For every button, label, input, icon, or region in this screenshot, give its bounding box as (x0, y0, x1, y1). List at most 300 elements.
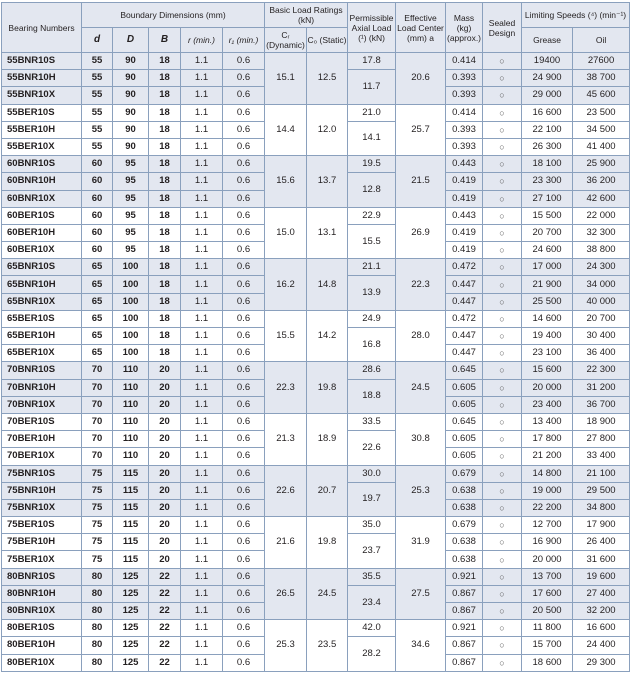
cell-d: 70 (82, 431, 113, 448)
cell-B: 20 (149, 499, 181, 516)
cell-grease: 15 600 (522, 362, 573, 379)
cell-r: 1.1 (181, 293, 223, 310)
cell-D: 95 (113, 207, 149, 224)
cell-B: 18 (149, 121, 181, 138)
cell-bearing-number: 65BER10X (2, 345, 82, 362)
cell-D: 110 (113, 396, 149, 413)
cell-co: 24.5 (307, 568, 348, 620)
cell-bearing-number: 80BER10S (2, 620, 82, 637)
cell-mass: 0.867 (446, 603, 483, 620)
cell-D: 115 (113, 517, 149, 534)
header-grease: Grease (522, 28, 573, 53)
cell-grease: 20 500 (522, 603, 573, 620)
sealed-circle-icon: ○ (483, 190, 522, 207)
cell-r: 1.1 (181, 70, 223, 87)
cell-D: 125 (113, 603, 149, 620)
cell-B: 18 (149, 207, 181, 224)
cell-grease: 21 200 (522, 448, 573, 465)
cell-B: 22 (149, 585, 181, 602)
cell-B: 20 (149, 396, 181, 413)
cell-mass: 0.867 (446, 654, 483, 671)
table-row (2, 413, 630, 430)
cell-r1: 0.6 (223, 121, 265, 138)
cell-oil: 17 900 (573, 517, 630, 534)
cell-bearing-number: 55BNR10H (2, 70, 82, 87)
cell-r: 1.1 (181, 190, 223, 207)
cell-d: 70 (82, 396, 113, 413)
cell-d: 70 (82, 379, 113, 396)
cell-oil: 30 400 (573, 328, 630, 345)
cell-mass: 0.472 (446, 259, 483, 276)
cell-B: 22 (149, 603, 181, 620)
cell-r1: 0.6 (223, 224, 265, 241)
cell-grease: 22 200 (522, 499, 573, 516)
cell-r1: 0.6 (223, 242, 265, 259)
cell-mass: 0.679 (446, 517, 483, 534)
cell-bearing-number: 75BER10X (2, 551, 82, 568)
cell-mass: 0.638 (446, 482, 483, 499)
cell-cr: 14.4 (265, 104, 307, 156)
cell-oil: 38 800 (573, 242, 630, 259)
cell-load-center: 25.7 (396, 104, 446, 156)
cell-load-center: 24.5 (396, 362, 446, 414)
cell-D: 100 (113, 259, 149, 276)
sealed-circle-icon: ○ (483, 413, 522, 430)
cell-d: 55 (82, 121, 113, 138)
cell-axial-load: 30.0 (348, 465, 396, 482)
cell-co: 12.5 (307, 53, 348, 105)
cell-d: 80 (82, 654, 113, 671)
sealed-circle-icon: ○ (483, 482, 522, 499)
cell-bearing-number: 80BNR10H (2, 585, 82, 602)
cell-B: 20 (149, 534, 181, 551)
cell-mass: 0.605 (446, 431, 483, 448)
cell-oil: 19 600 (573, 568, 630, 585)
cell-oil: 22 300 (573, 362, 630, 379)
cell-oil: 40 000 (573, 293, 630, 310)
cell-grease: 18 600 (522, 654, 573, 671)
cell-D: 100 (113, 276, 149, 293)
sealed-circle-icon: ○ (483, 207, 522, 224)
cell-r1: 0.6 (223, 413, 265, 430)
cell-load-center: 20.6 (396, 53, 446, 105)
cell-B: 18 (149, 276, 181, 293)
cell-bearing-number: 60BNR10S (2, 156, 82, 173)
cell-mass: 0.921 (446, 568, 483, 585)
cell-r: 1.1 (181, 207, 223, 224)
sealed-circle-icon: ○ (483, 328, 522, 345)
sealed-circle-icon: ○ (483, 499, 522, 516)
cell-cr: 21.6 (265, 517, 307, 569)
cell-bearing-number: 75BER10H (2, 534, 82, 551)
cell-axial-load: 14.1 (348, 121, 396, 155)
cell-axial-load: 33.5 (348, 413, 396, 430)
cell-oil: 29 300 (573, 654, 630, 671)
cell-mass: 0.447 (446, 328, 483, 345)
cell-B: 18 (149, 242, 181, 259)
header-oil: Oil (573, 28, 630, 53)
header-basic-load-ratings: Basic Load Ratings (kN) (265, 3, 348, 28)
sealed-circle-icon: ○ (483, 104, 522, 121)
cell-r: 1.1 (181, 499, 223, 516)
cell-r1: 0.6 (223, 654, 265, 671)
cell-r1: 0.6 (223, 276, 265, 293)
cell-grease: 21 900 (522, 276, 573, 293)
cell-mass: 0.414 (446, 53, 483, 70)
cell-mass: 0.419 (446, 224, 483, 241)
cell-d: 65 (82, 328, 113, 345)
cell-mass: 0.414 (446, 104, 483, 121)
cell-co: 13.1 (307, 207, 348, 259)
cell-r: 1.1 (181, 654, 223, 671)
cell-B: 18 (149, 259, 181, 276)
cell-B: 22 (149, 568, 181, 585)
cell-bearing-number: 80BNR10S (2, 568, 82, 585)
sealed-circle-icon: ○ (483, 138, 522, 155)
cell-r: 1.1 (181, 551, 223, 568)
cell-r: 1.1 (181, 345, 223, 362)
cell-bearing-number: 60BNR10X (2, 190, 82, 207)
cell-grease: 14 600 (522, 310, 573, 327)
cell-oil: 41 400 (573, 138, 630, 155)
cell-d: 60 (82, 207, 113, 224)
cell-r1: 0.6 (223, 310, 265, 327)
cell-r1: 0.6 (223, 173, 265, 190)
cell-r1: 0.6 (223, 362, 265, 379)
cell-bearing-number: 55BNR10S (2, 53, 82, 70)
cell-D: 100 (113, 310, 149, 327)
cell-grease: 17 000 (522, 259, 573, 276)
table-row (2, 310, 630, 327)
cell-oil: 31 600 (573, 551, 630, 568)
cell-r1: 0.6 (223, 190, 265, 207)
sealed-circle-icon: ○ (483, 637, 522, 654)
cell-load-center: 27.5 (396, 568, 446, 620)
header-co: C₀ (Static) (307, 28, 348, 53)
sealed-circle-icon: ○ (483, 654, 522, 671)
cell-B: 18 (149, 190, 181, 207)
cell-r1: 0.6 (223, 499, 265, 516)
cell-D: 110 (113, 362, 149, 379)
cell-oil: 34 500 (573, 121, 630, 138)
cell-B: 20 (149, 482, 181, 499)
cell-D: 95 (113, 224, 149, 241)
cell-load-center: 34.6 (396, 620, 446, 672)
cell-d: 60 (82, 173, 113, 190)
cell-r: 1.1 (181, 396, 223, 413)
header-B: B (149, 28, 181, 53)
table-row (2, 259, 630, 276)
cell-d: 75 (82, 534, 113, 551)
cell-grease: 22 100 (522, 121, 573, 138)
sealed-circle-icon: ○ (483, 620, 522, 637)
cell-axial-load: 17.8 (348, 53, 396, 70)
cell-r1: 0.6 (223, 568, 265, 585)
sealed-circle-icon: ○ (483, 156, 522, 173)
cell-axial-load: 12.8 (348, 173, 396, 207)
table-row (2, 465, 630, 482)
cell-r: 1.1 (181, 121, 223, 138)
cell-oil: 26 400 (573, 534, 630, 551)
cell-D: 95 (113, 190, 149, 207)
cell-B: 18 (149, 345, 181, 362)
cell-r1: 0.6 (223, 448, 265, 465)
cell-r: 1.1 (181, 620, 223, 637)
cell-B: 20 (149, 379, 181, 396)
cell-r1: 0.6 (223, 431, 265, 448)
cell-B: 20 (149, 517, 181, 534)
table-row (2, 517, 630, 534)
cell-grease: 17 600 (522, 585, 573, 602)
cell-bearing-number: 60BER10S (2, 207, 82, 224)
cell-B: 18 (149, 328, 181, 345)
cell-mass: 0.867 (446, 585, 483, 602)
cell-grease: 17 800 (522, 431, 573, 448)
cell-B: 20 (149, 551, 181, 568)
cell-D: 110 (113, 379, 149, 396)
cell-axial-load: 19.5 (348, 156, 396, 173)
cell-D: 95 (113, 156, 149, 173)
cell-oil: 24 400 (573, 637, 630, 654)
sealed-circle-icon: ○ (483, 568, 522, 585)
cell-B: 20 (149, 448, 181, 465)
cell-grease: 23 300 (522, 173, 573, 190)
cell-grease: 24 600 (522, 242, 573, 259)
cell-r1: 0.6 (223, 156, 265, 173)
sealed-circle-icon: ○ (483, 53, 522, 70)
cell-axial-load: 16.8 (348, 328, 396, 362)
cell-bearing-number: 70BNR10S (2, 362, 82, 379)
cell-r1: 0.6 (223, 87, 265, 104)
cell-mass: 0.419 (446, 173, 483, 190)
header-limiting-speeds: Limiting Speeds (⁴) (min⁻¹) (522, 3, 630, 28)
cell-grease: 20 000 (522, 379, 573, 396)
cell-cr: 22.3 (265, 362, 307, 414)
cell-r1: 0.6 (223, 207, 265, 224)
sealed-circle-icon: ○ (483, 517, 522, 534)
cell-bearing-number: 65BER10S (2, 310, 82, 327)
cell-r: 1.1 (181, 259, 223, 276)
cell-B: 18 (149, 173, 181, 190)
cell-mass: 0.638 (446, 551, 483, 568)
cell-r1: 0.6 (223, 396, 265, 413)
cell-oil: 34 000 (573, 276, 630, 293)
cell-r1: 0.6 (223, 138, 265, 155)
cell-D: 90 (113, 87, 149, 104)
cell-d: 80 (82, 637, 113, 654)
cell-r: 1.1 (181, 138, 223, 155)
table-body (2, 53, 630, 672)
cell-oil: 23 500 (573, 104, 630, 121)
sealed-circle-icon: ○ (483, 534, 522, 551)
cell-r1: 0.6 (223, 345, 265, 362)
cell-grease: 18 100 (522, 156, 573, 173)
cell-mass: 0.605 (446, 379, 483, 396)
cell-D: 90 (113, 121, 149, 138)
cell-bearing-number: 60BER10H (2, 224, 82, 241)
cell-oil: 27 400 (573, 585, 630, 602)
cell-B: 20 (149, 465, 181, 482)
cell-oil: 27600 (573, 53, 630, 70)
cell-r1: 0.6 (223, 517, 265, 534)
cell-mass: 0.638 (446, 534, 483, 551)
cell-mass: 0.419 (446, 242, 483, 259)
cell-co: 19.8 (307, 517, 348, 569)
cell-r1: 0.6 (223, 259, 265, 276)
sealed-circle-icon: ○ (483, 87, 522, 104)
table-header (2, 3, 630, 53)
cell-mass: 0.393 (446, 70, 483, 87)
cell-bearing-number: 70BNR10H (2, 379, 82, 396)
cell-mass: 0.443 (446, 207, 483, 224)
cell-B: 18 (149, 156, 181, 173)
cell-r: 1.1 (181, 104, 223, 121)
cell-co: 14.8 (307, 259, 348, 311)
cell-cr: 15.0 (265, 207, 307, 259)
cell-D: 90 (113, 53, 149, 70)
cell-bearing-number: 65BNR10H (2, 276, 82, 293)
sealed-circle-icon: ○ (483, 70, 522, 87)
cell-d: 65 (82, 259, 113, 276)
cell-d: 80 (82, 603, 113, 620)
sealed-circle-icon: ○ (483, 448, 522, 465)
cell-r: 1.1 (181, 568, 223, 585)
cell-grease: 13 700 (522, 568, 573, 585)
cell-d: 55 (82, 104, 113, 121)
cell-load-center: 30.8 (396, 413, 446, 465)
cell-axial-load: 23.7 (348, 534, 396, 568)
cell-grease: 20 700 (522, 224, 573, 241)
table-row (2, 207, 630, 224)
cell-bearing-number: 60BER10X (2, 242, 82, 259)
cell-B: 18 (149, 70, 181, 87)
cell-cr: 22.6 (265, 465, 307, 517)
cell-bearing-number: 70BER10S (2, 413, 82, 430)
cell-grease: 25 500 (522, 293, 573, 310)
cell-d: 65 (82, 293, 113, 310)
sealed-circle-icon: ○ (483, 293, 522, 310)
header-D: D (113, 28, 149, 53)
cell-load-center: 25.3 (396, 465, 446, 517)
cell-mass: 0.447 (446, 345, 483, 362)
cell-d: 80 (82, 620, 113, 637)
cell-B: 18 (149, 310, 181, 327)
cell-axial-load: 23.4 (348, 585, 396, 619)
cell-r: 1.1 (181, 517, 223, 534)
cell-r1: 0.6 (223, 551, 265, 568)
cell-bearing-number: 65BNR10X (2, 293, 82, 310)
cell-r1: 0.6 (223, 293, 265, 310)
cell-D: 115 (113, 534, 149, 551)
cell-D: 95 (113, 173, 149, 190)
header-bearing-numbers: Bearing Numbers (2, 3, 82, 53)
cell-bearing-number: 70BER10X (2, 448, 82, 465)
cell-grease: 12 700 (522, 517, 573, 534)
header-mass: Mass (kg) (approx.) (446, 3, 483, 53)
cell-bearing-number: 75BNR10S (2, 465, 82, 482)
cell-bearing-number: 55BER10S (2, 104, 82, 121)
cell-oil: 32 200 (573, 603, 630, 620)
cell-axial-load: 24.9 (348, 310, 396, 327)
cell-D: 115 (113, 482, 149, 499)
cell-D: 125 (113, 620, 149, 637)
sealed-circle-icon: ○ (483, 362, 522, 379)
cell-bearing-number: 80BER10X (2, 654, 82, 671)
sealed-circle-icon: ○ (483, 551, 522, 568)
cell-B: 18 (149, 293, 181, 310)
sealed-circle-icon: ○ (483, 603, 522, 620)
sealed-circle-icon: ○ (483, 465, 522, 482)
cell-grease: 26 300 (522, 138, 573, 155)
cell-r: 1.1 (181, 53, 223, 70)
cell-co: 19.8 (307, 362, 348, 414)
cell-r: 1.1 (181, 310, 223, 327)
cell-mass: 0.443 (446, 156, 483, 173)
cell-d: 60 (82, 190, 113, 207)
cell-grease: 19 400 (522, 328, 573, 345)
cell-axial-load: 42.0 (348, 620, 396, 637)
cell-mass: 0.605 (446, 396, 483, 413)
cell-d: 75 (82, 517, 113, 534)
cell-grease: 15 700 (522, 637, 573, 654)
cell-mass: 0.605 (446, 448, 483, 465)
cell-load-center: 22.3 (396, 259, 446, 311)
cell-d: 75 (82, 551, 113, 568)
cell-oil: 24 300 (573, 259, 630, 276)
cell-cr: 25.3 (265, 620, 307, 672)
cell-cr: 16.2 (265, 259, 307, 311)
cell-r: 1.1 (181, 328, 223, 345)
cell-B: 18 (149, 138, 181, 155)
cell-oil: 36 200 (573, 173, 630, 190)
cell-d: 75 (82, 499, 113, 516)
cell-B: 18 (149, 224, 181, 241)
cell-bearing-number: 70BER10H (2, 431, 82, 448)
cell-D: 100 (113, 345, 149, 362)
cell-cr: 15.5 (265, 310, 307, 362)
cell-B: 18 (149, 53, 181, 70)
cell-mass: 0.638 (446, 499, 483, 516)
sealed-circle-icon: ○ (483, 121, 522, 138)
cell-d: 55 (82, 53, 113, 70)
header-boundary-dimensions: Boundary Dimensions (mm) (82, 3, 265, 28)
cell-grease: 23 100 (522, 345, 573, 362)
cell-r: 1.1 (181, 413, 223, 430)
cell-axial-load: 13.9 (348, 276, 396, 310)
cell-D: 125 (113, 654, 149, 671)
cell-axial-load: 28.2 (348, 637, 396, 671)
cell-r1: 0.6 (223, 328, 265, 345)
cell-bearing-number: 65BNR10S (2, 259, 82, 276)
cell-oil: 20 700 (573, 310, 630, 327)
sealed-circle-icon: ○ (483, 276, 522, 293)
cell-axial-load: 21.1 (348, 259, 396, 276)
cell-co: 18.9 (307, 413, 348, 465)
cell-oil: 27 800 (573, 431, 630, 448)
cell-grease: 29 000 (522, 87, 573, 104)
cell-grease: 19 000 (522, 482, 573, 499)
cell-oil: 18 900 (573, 413, 630, 430)
cell-r1: 0.6 (223, 637, 265, 654)
cell-D: 125 (113, 585, 149, 602)
cell-oil: 32 300 (573, 224, 630, 241)
cell-d: 55 (82, 138, 113, 155)
cell-r1: 0.6 (223, 104, 265, 121)
cell-r1: 0.6 (223, 603, 265, 620)
cell-mass: 0.393 (446, 121, 483, 138)
cell-mass: 0.447 (446, 293, 483, 310)
table-row (2, 620, 630, 637)
